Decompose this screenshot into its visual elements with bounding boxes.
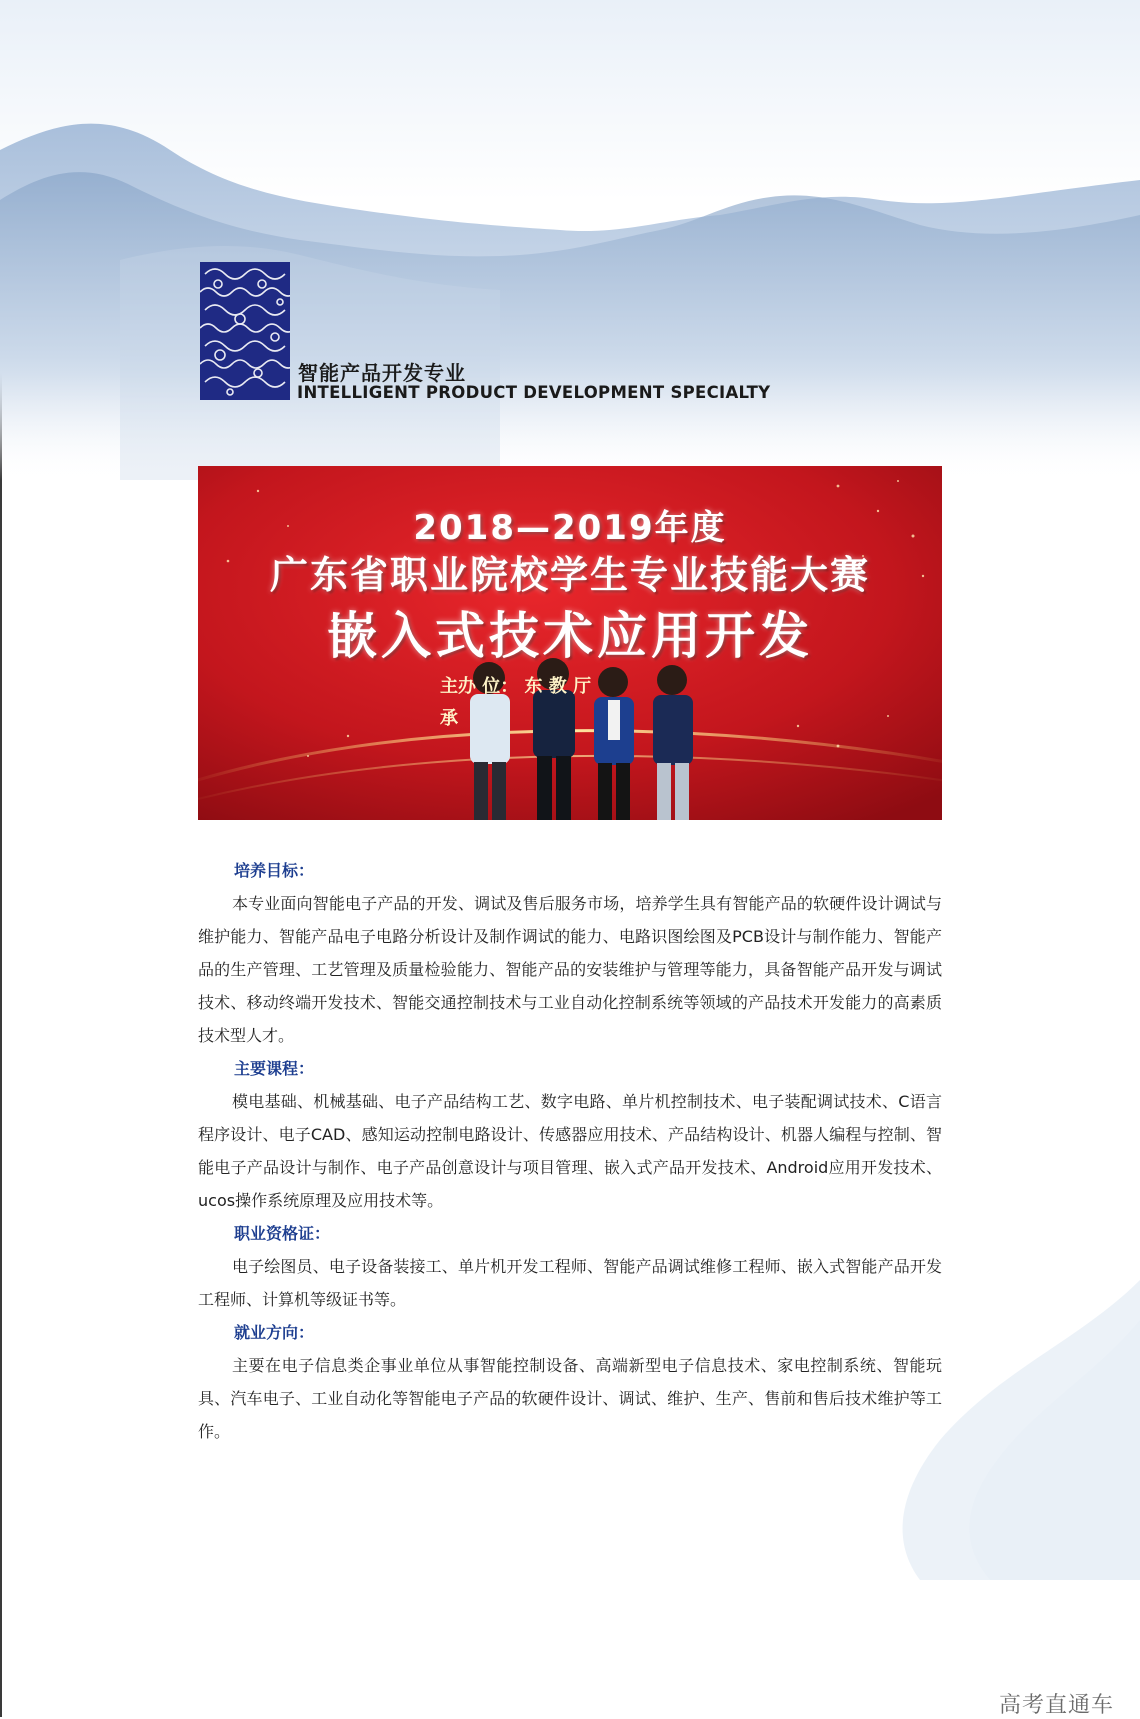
- section-body-certificates: 电子绘图员、电子设备装接工、单片机开发工程师、智能产品调试维修工程师、嵌入式智能产品开发工程师、计算机等级证书等。: [198, 1257, 942, 1309]
- section-title-certificates: 职业资格证：: [234, 1224, 331, 1243]
- banner-year: 2018—2019年度: [413, 508, 727, 548]
- section-body-goals: 本专业面向智能电子产品的开发、调试及售后服务市场，培养学生具有智能产品的软硬件设计调试与维护能力、智能产品电子电路分析设计及制作调试的能力、电路识图绘图及PCB设计与制作能力、智能产品的生产管理、工艺管理及质量检验能力、智能产品的安装维护与管理等能力，具备智能产品开发与调试技术、移动终端开发技术、智能交通控制技术与工业自动化控制系统等领域的产品技术开发能力的高素质技术型人才。: [198, 894, 942, 1045]
- section-body-careers: 主要在电子信息类企事业单位从事智能控制设备、高端新型电子信息技术、家电控制系统、智能玩具、汽车电子、工业自动化等智能电子产品的软硬件设计、调试、维护、生产、售前和售后技术维护等工作。: [198, 1356, 942, 1441]
- section-title-courses: 主要课程：: [234, 1059, 315, 1078]
- banner-organizer: 主办 位： 东 教 厅: [440, 676, 592, 697]
- section-body-courses: 模电基础、机械基础、电子产品结构工艺、数字电路、单片机控制技术、电子装配调试技术、C语言程序设计、电子CAD、感知运动控制电路设计、传感器应用技术、产品结构设计、机器人编程与控制、智能电子产品设计与制作、电子产品创意设计与项目管理、嵌入式产品开发技术、Android应用开发技术、ucos操作系统原理及应用技术等。: [198, 1092, 942, 1210]
- specialty-title-cn: 智能产品开发专业: [298, 361, 466, 385]
- watermark-brand: 高考直通车: [998, 1693, 1114, 1718]
- mountain-background: [0, 0, 1140, 480]
- section-title-goals: 培养目标：: [234, 861, 315, 880]
- banner-competition: 广东省职业院校学生专业技能大赛: [269, 553, 870, 597]
- banner-event: 嵌入式技术应用开发: [327, 607, 813, 665]
- specialty-title-en: INTELLIGENT PRODUCT DEVELOPMENT SPECIALTY: [297, 383, 771, 402]
- competition-photo: [198, 466, 942, 820]
- section-title-careers: 就业方向：: [234, 1323, 315, 1342]
- banner-host: 承: [440, 708, 458, 729]
- cloud-pattern-emblem: [200, 262, 290, 400]
- specialty-content: [198, 854, 942, 1448]
